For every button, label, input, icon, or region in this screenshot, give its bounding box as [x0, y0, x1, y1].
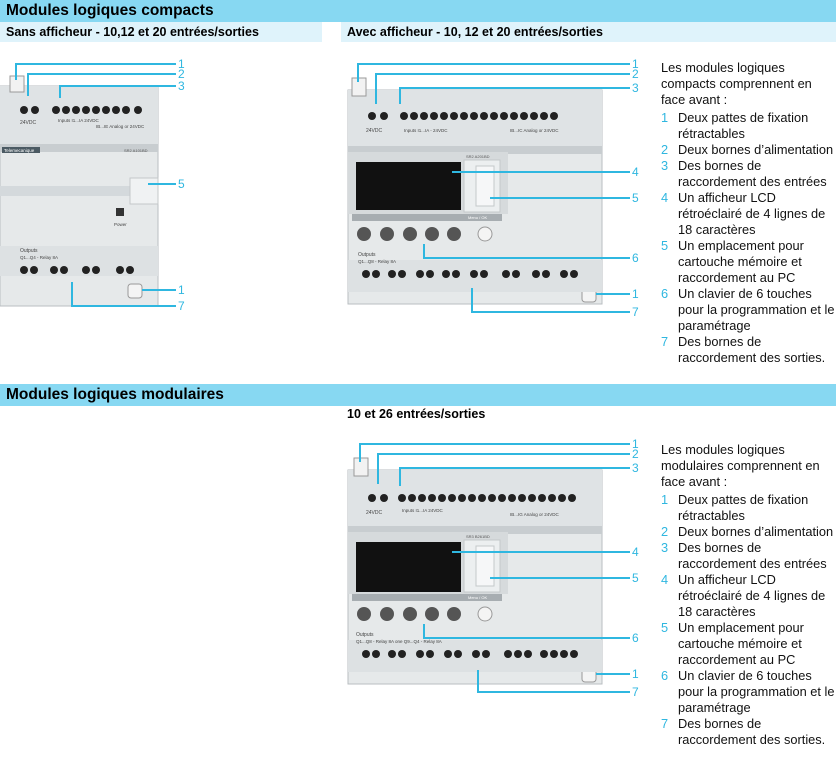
- callout-7: 7: [632, 305, 639, 319]
- callout-1: 1: [632, 57, 639, 71]
- analog-label: IB...IG Analog or 24VDC: [510, 512, 559, 517]
- list-item: 2 Deux bornes d’alimentation: [661, 142, 834, 157]
- list-item: 7 Des bornes de raccordement des sorties.: [661, 716, 826, 747]
- callout-2: 2: [632, 67, 639, 81]
- callout-5: 5: [632, 571, 639, 585]
- dc-label: 24VDC: [366, 510, 383, 516]
- callout-6: 6: [632, 251, 639, 265]
- dc-label: 24VDC: [366, 128, 383, 134]
- brand-label: Telemecanique: [4, 148, 35, 153]
- list-item: 7 Des bornes de raccordement des sorties.: [661, 334, 826, 365]
- callout-6: 6: [632, 631, 639, 645]
- menu-ok-label: Menu / OK: [468, 595, 488, 600]
- section2-title: Modules logiques modulaires: [0, 384, 836, 406]
- callout-3: 3: [632, 81, 639, 95]
- list-item: 5 Un emplacement pour cartouche mémoire et raccordement au PC: [661, 620, 804, 667]
- callout-5: 5: [178, 177, 185, 191]
- callout-7: 7: [632, 685, 639, 699]
- callout-1: 1: [632, 437, 639, 451]
- outputs-label: Outputs: [358, 252, 376, 258]
- callout-1b: 1: [178, 283, 185, 297]
- callout-2: 2: [632, 447, 639, 461]
- list-item: 5 Un emplacement pour cartouche mémoire et raccordement au PC: [661, 238, 804, 285]
- callout-5: 5: [632, 191, 639, 205]
- list-item: 1 Deux pattes de fixation rétractables: [661, 110, 809, 141]
- analog-label: IB...IC Analog or 24VDC: [510, 128, 559, 133]
- section1-title: Modules logiques compacts: [0, 0, 836, 22]
- model-label: SR2 A201BD: [466, 154, 490, 159]
- section2-subtitle: 10 et 26 entrées/sorties: [347, 407, 486, 421]
- list-item: 2 Deux bornes d’alimentation: [661, 524, 834, 539]
- callout-4: 4: [632, 165, 639, 179]
- model-label: SR3 B261BD: [466, 534, 490, 539]
- section1-right-subtitle: Avec afficheur - 10, 12 et 20 entrées/sorties: [341, 22, 836, 42]
- dc-label: 24VDC: [20, 120, 37, 126]
- menu-ok-label: Menu / OK: [468, 215, 488, 220]
- outputs-label: Outputs: [20, 248, 38, 254]
- outputs-range-label: Q1...Q8 - Relay 8A: [358, 259, 397, 264]
- list-item: 4 Un afficheur LCD rétroéclairé de 4 lignes de 18 caractères: [661, 572, 826, 619]
- callout-1: 1: [178, 57, 185, 71]
- callout-3: 3: [632, 461, 639, 475]
- callout-3: 3: [178, 79, 185, 93]
- callout-1b: 1: [632, 667, 639, 681]
- list-item: 4 Un afficheur LCD rétroéclairé de 4 lignes de 18 caractères: [661, 190, 826, 237]
- section1-left-subtitle: Sans afficheur - 10,12 et 20 entrées/sorties: [0, 22, 322, 42]
- compact-module-display: [342, 56, 647, 322]
- callout-7: 7: [178, 299, 185, 313]
- inputs-label: Inputs I1...IA 24VDC: [402, 508, 443, 513]
- modular-module: [342, 436, 647, 702]
- callout-4: 4: [632, 545, 639, 559]
- outputs-label: Outputs: [356, 632, 374, 638]
- callout-1b: 1: [632, 287, 639, 301]
- list-item: 6 Un clavier de 6 touches pour la programmation et le paramétrage: [661, 286, 835, 333]
- list-item: 3 Des bornes de raccordement des entrées: [661, 540, 827, 571]
- list-item: 1 Deux pattes de fixation rétractables: [661, 492, 809, 523]
- inputs-label: Inputs I1...IA 24VDC: [58, 118, 99, 123]
- list-item: 6 Un clavier de 6 touches pour la programmation et le paramétrage: [661, 668, 835, 715]
- compact-module-no-display: [0, 56, 200, 316]
- list-item: 3 Des bornes de raccordement des entrées: [661, 158, 827, 189]
- analog-label: IB...IE Analog or 24VDC: [96, 124, 145, 129]
- outputs-range-label: Q1...Q4 - Relay 8A: [20, 255, 59, 260]
- description-intro: Les modules logiques modulaires comprennent en face avant :: [661, 442, 820, 489]
- compact-description: [661, 60, 836, 366]
- outputs-range-label: Q1...Q8 - Relay 8A one Q9...Q4 - Relay 8A: [356, 639, 442, 644]
- modular-description: [661, 442, 836, 748]
- inputs-label: Inputs I1...IA - 24VDC: [404, 128, 448, 133]
- callout-2: 2: [178, 67, 185, 81]
- model-label: SR2 A101BD: [124, 148, 148, 153]
- power-label: Power: [114, 222, 127, 227]
- description-intro: Les modules logiques compacts comprennent en face avant :: [661, 60, 812, 107]
